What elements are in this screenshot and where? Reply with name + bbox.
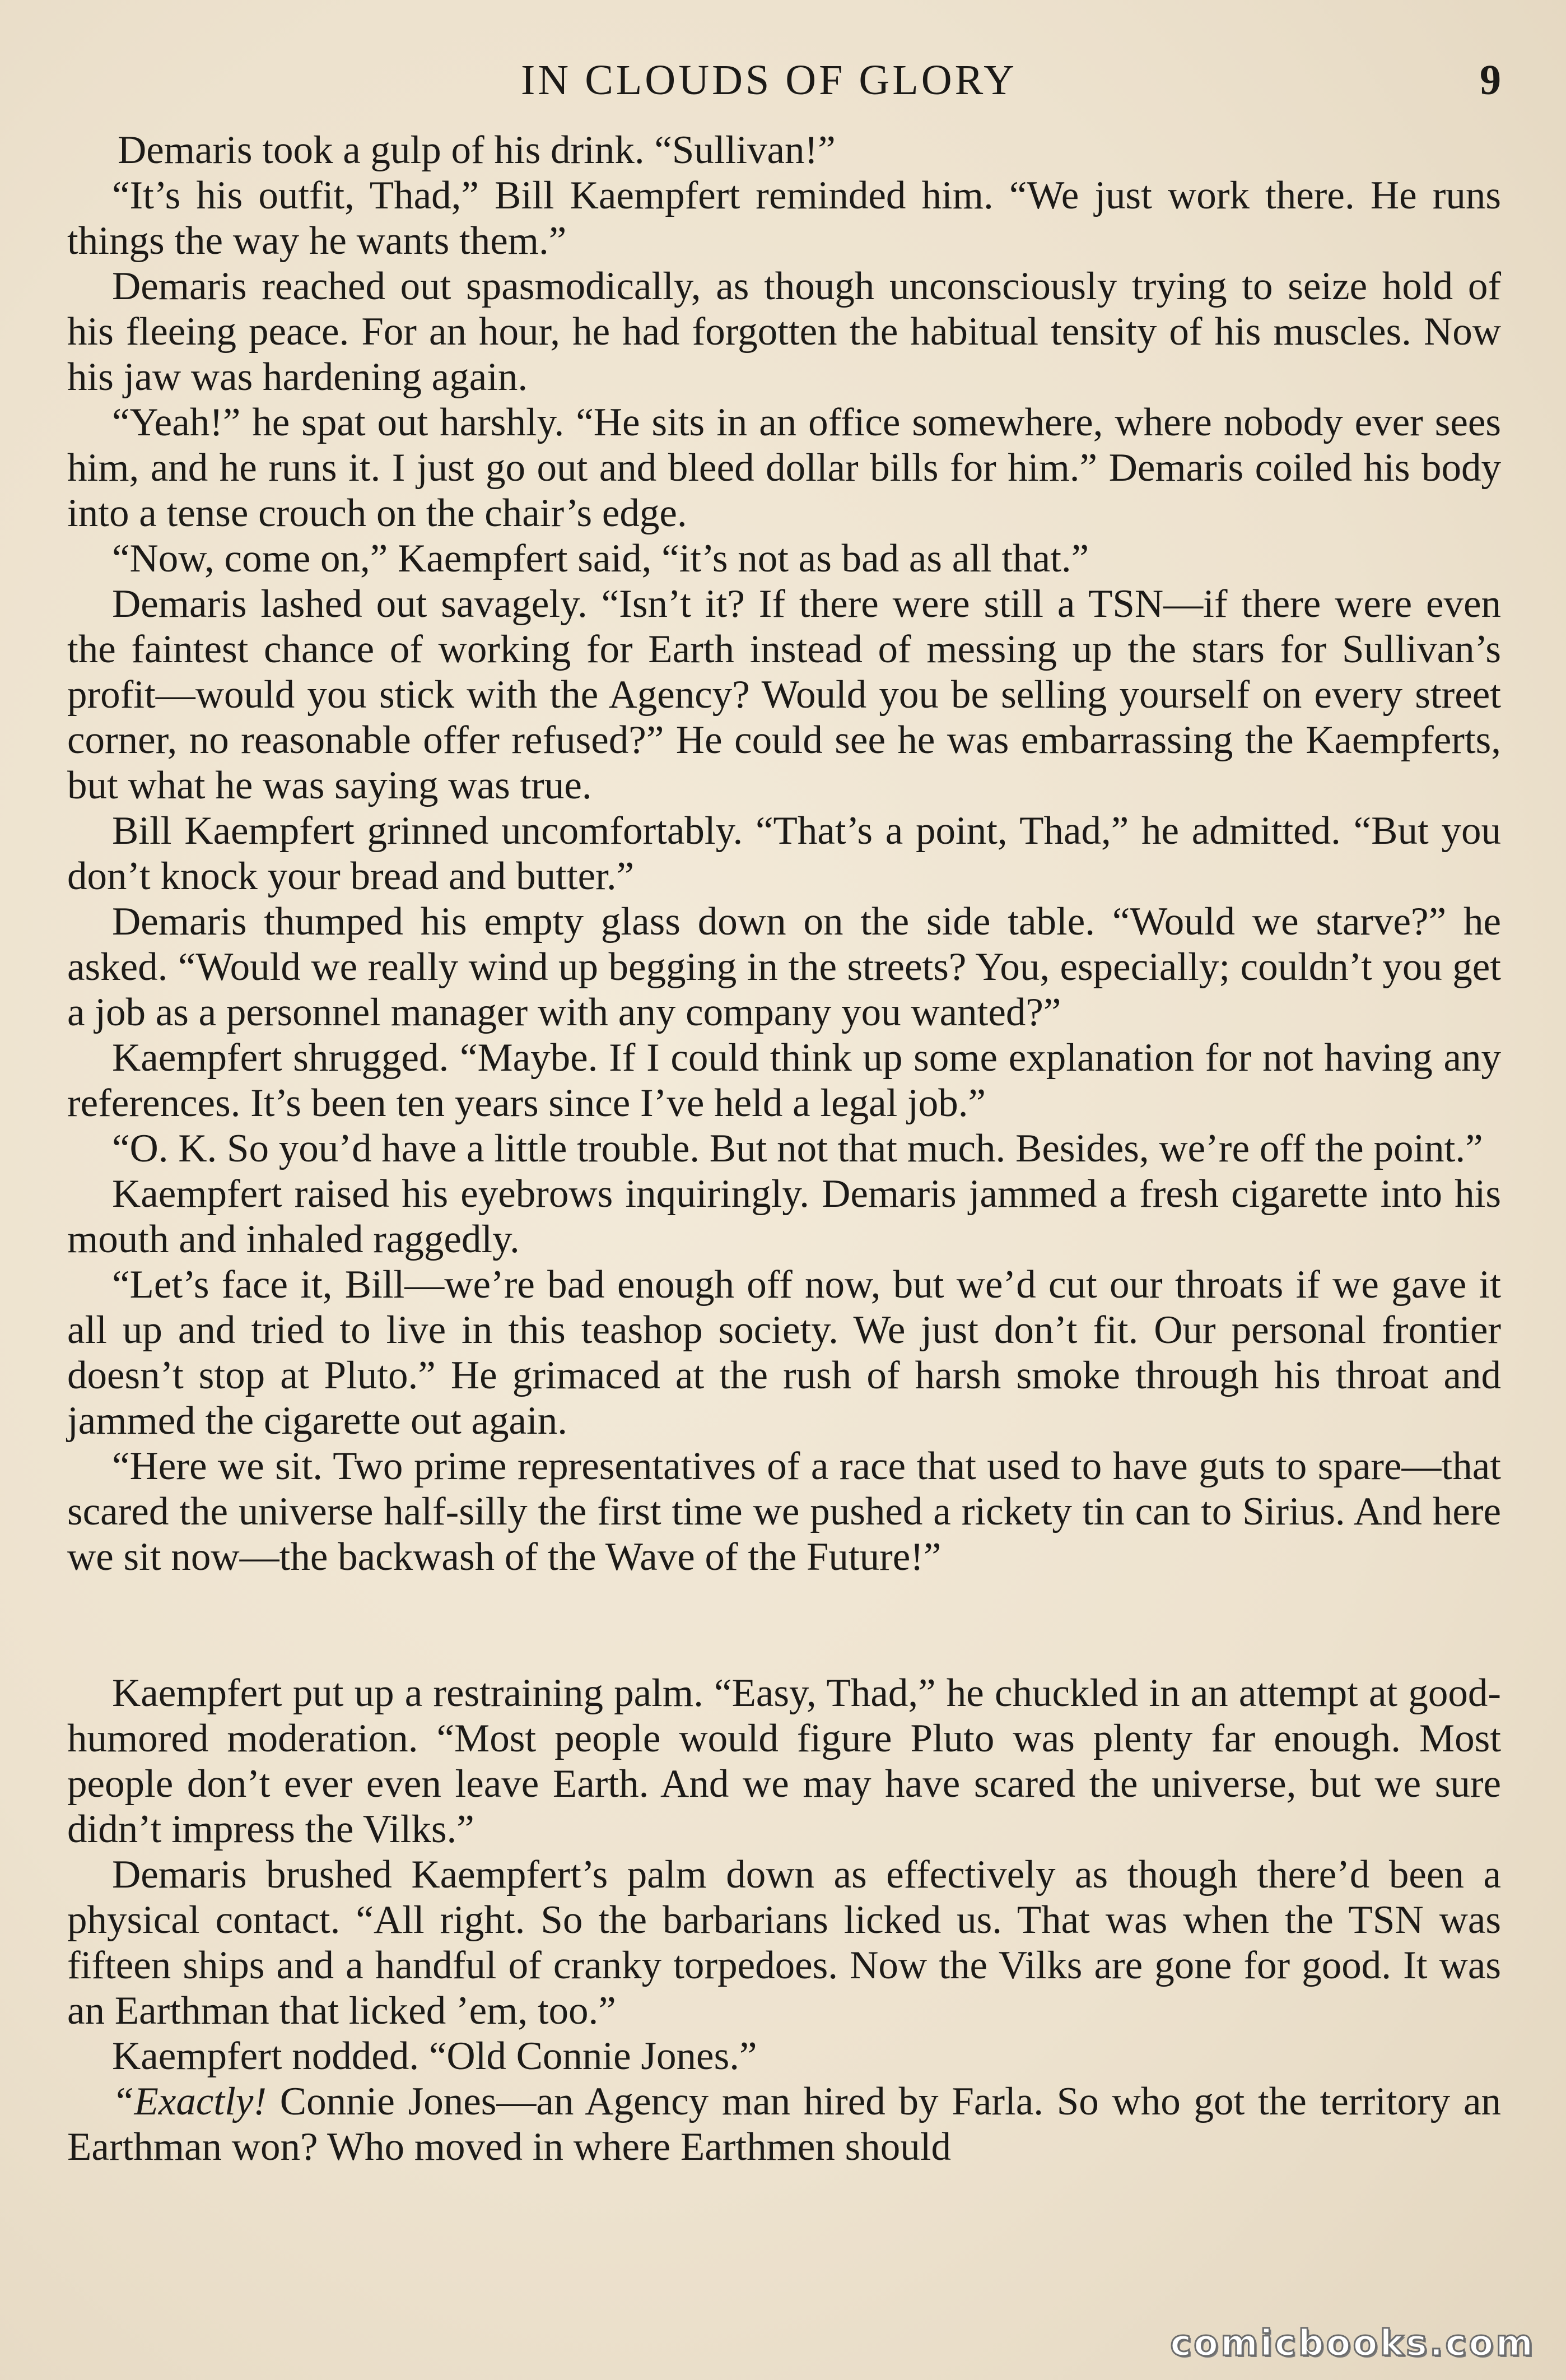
paragraph: “Here we sit. Two prime representatives of a race that used to have guts to spare—that scared the universe half-silly the first time we pushed a rickety tin can to Sirius. And here we sit now—the backwash of the Wave of the Future!” <box>67 1444 1501 1579</box>
paragraph: Demaris lashed out savagely. “Isn’t it? If there were still a TSN—if there were even the faintest chance of working for Earth instead of messing up the stars for Sullivan’s profit—would you stick with the Agency? Would you be selling yourself on every street corner, no reasonable offer refused?” He could see he was embarrassing the Kaempferts, but what he was saying was true. <box>67 582 1501 807</box>
paragraph: Kaempfert raised his eyebrows inquiringly. Demaris jammed a fresh cigarette into his mouth and inhaled raggedly. <box>67 1172 1501 1261</box>
page-header <box>67 56 1501 106</box>
italic-lead: “Exactly! <box>112 2080 267 2123</box>
paragraph: Demaris thumped his empty glass down on the side table. “Would we starve?” he asked. “Would we really wind up begging in the streets? You, especially; couldn’t you get a job as a personnel manager with any company you wanted?” <box>67 900 1501 1034</box>
paragraph: “Now, come on,” Kaempfert said, “it’s not as bad as all that.” <box>112 537 1089 580</box>
paragraph-rest: Connie Jones—an Agency man hired by Farla. So who got the territory an Earthman won? Who moved in where Earthmen should <box>67 2080 1501 2169</box>
body-text <box>67 128 1501 2170</box>
running-head: IN CLOUDS OF GLORY <box>521 57 1017 104</box>
paragraph: Kaempfert shrugged. “Maybe. If I could think up some explanation for not having any references. It’s been ten years since I’ve held a legal job.” <box>67 1036 1501 1125</box>
paragraph: Demaris brushed Kaempfert’s palm down as effectively as though there’d been a physical contact. “All right. So the barbarians licked us. That was when the TSN was fifteen ships and a handful of cranky torpedoes. Now the Vilks are gone for good. It was an Earthman that licked ’em, too.” <box>67 1853 1501 2033</box>
paragraph: “Let’s face it, Bill—we’re bad enough off now, but we’d cut our throats if we gave it all up and tried to live in this teashop society. We just don’t fit. Our personal frontier doesn’t stop at Pluto.” He grimaced at the rush of harsh smoke through his throat and jammed the cigarette out again. <box>67 1263 1501 1443</box>
paragraph-last <box>67 2079 1501 2170</box>
paragraph: Kaempfert put up a restraining palm. “Easy, Thad,” he chuckled in an attempt at good-humored moderation. “Most people would figure Pluto was plenty far enough. Most people don’t ever even leave Earth. And we may have scared the universe, but we sure didn’t impress the Vilks.” <box>67 1671 1501 1851</box>
site-watermark: comicbooks.com <box>1170 2323 1535 2364</box>
paragraph: Demaris reached out spasmodically, as though unconsciously trying to seize hold of his fleeing peace. For an hour, he had forgotten the habitual tensity of his muscles. Now his jaw was hardening again. <box>67 264 1501 399</box>
paragraph: Demaris took a gulp of his drink. “Sullivan!” <box>118 128 836 172</box>
paragraph: Kaempfert nodded. “Old Connie Jones.” <box>112 2034 757 2078</box>
paragraph: “O. K. So you’d have a little trouble. But not that much. Besides, we’re off the point.” <box>112 1127 1483 1170</box>
paragraph: “Yeah!” he spat out harshly. “He sits in an office somewhere, where nobody ever sees him, and he runs it. I just go out and bleed dollar bills for him.” Demaris coiled his body into a tense crouch on the chair’s edge. <box>67 401 1501 535</box>
paragraph: Bill Kaempfert grinned uncomfortably. “That’s a point, Thad,” he admitted. “But you don’t knock your bread and butter.” <box>67 809 1501 898</box>
paragraph: “It’s his outfit, Thad,” Bill Kaempfert reminded him. “We just work there. He runs things the way he wants them.” <box>67 174 1501 263</box>
page-number: 9 <box>1480 57 1501 104</box>
